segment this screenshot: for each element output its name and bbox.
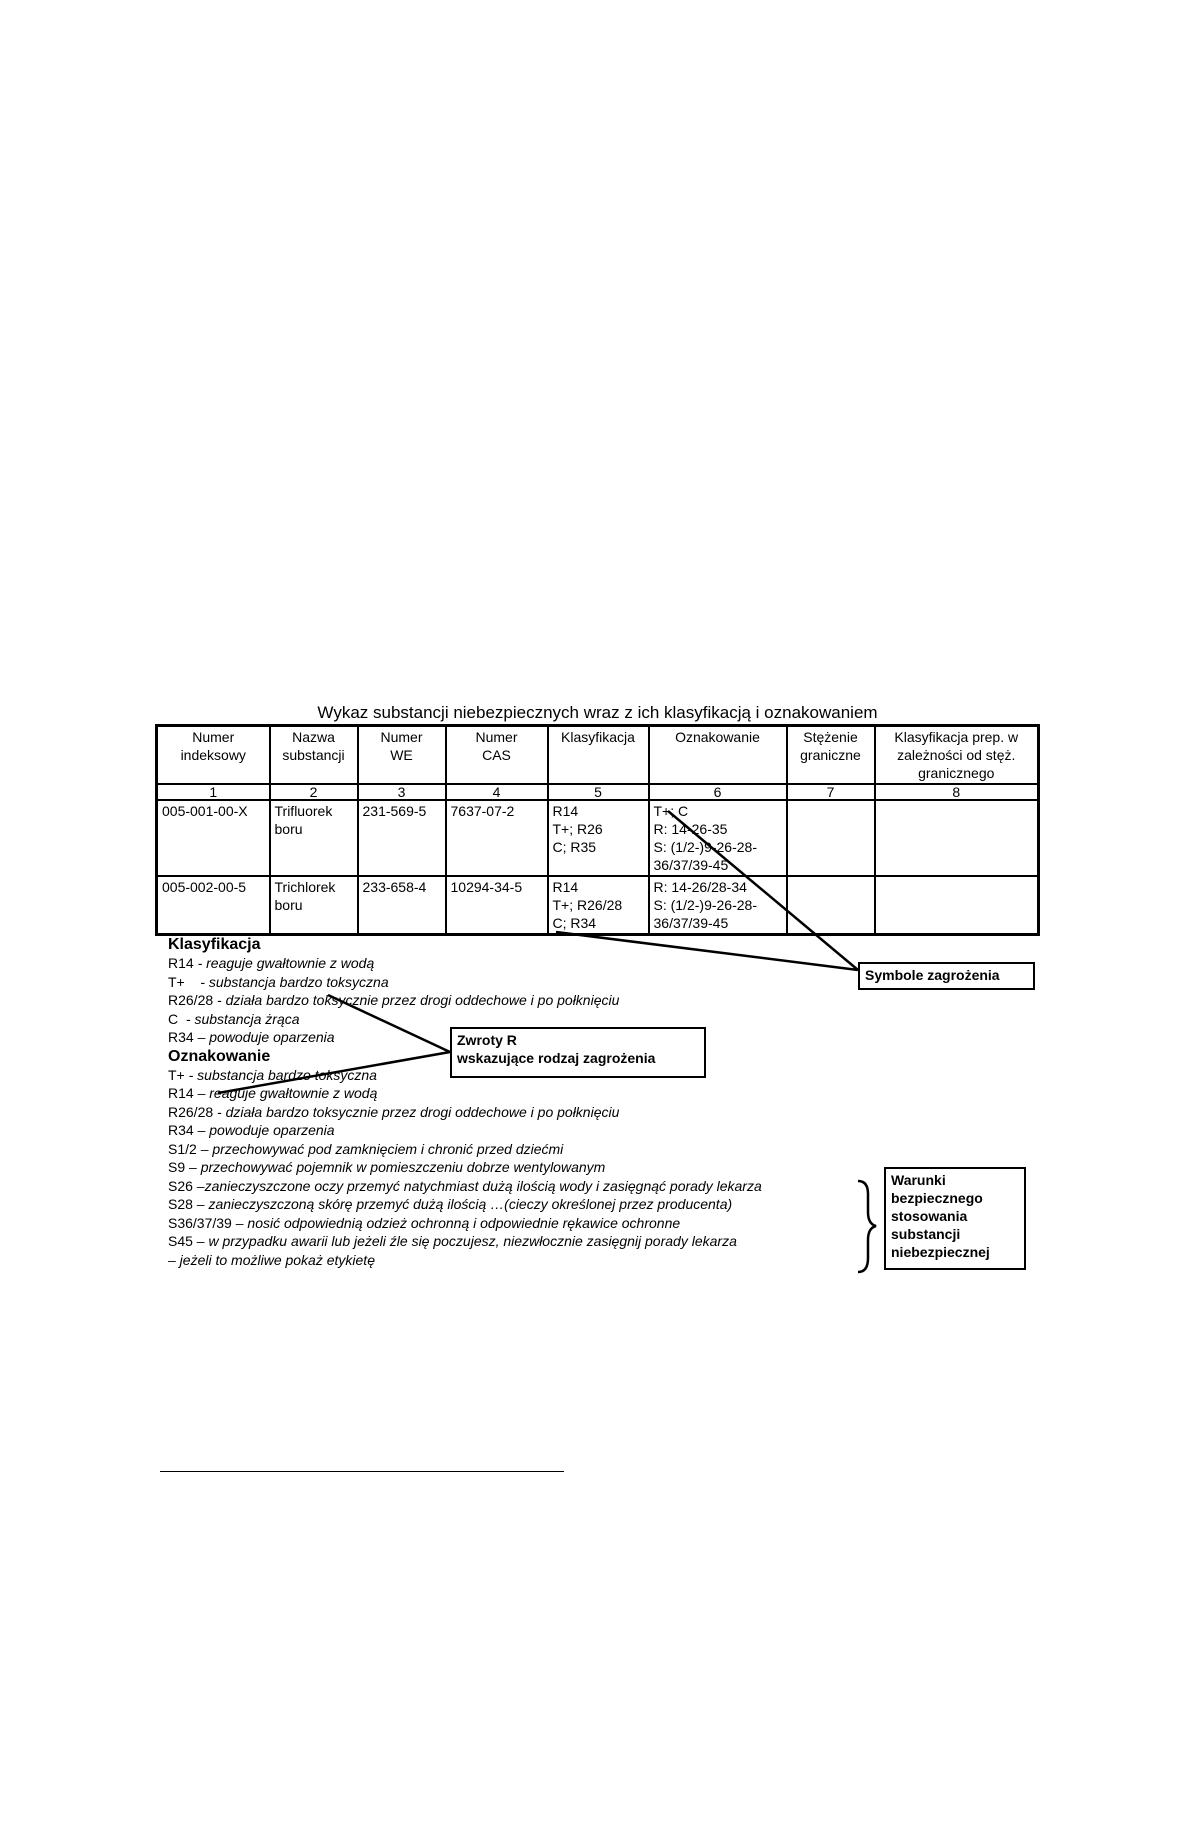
column-number: 7 bbox=[787, 784, 875, 800]
legend-line: R34 – powoduje oparzenia bbox=[168, 1029, 335, 1045]
header-klasyfikacja: Klasyfikacja bbox=[548, 726, 649, 785]
header-klasyfikacja-prep: Klasyfikacja prep. w zależności od stęż. granicznego bbox=[875, 726, 1039, 785]
legend-line: S28 – zanieczyszczoną skórę przemyć dużą ilością …(cieczy określonej przez producenta) bbox=[168, 1196, 733, 1212]
legend-line: S36/37/39 – nosić odpowiednią odzież ochronną i odpowiednie rękawice ochronne bbox=[168, 1214, 681, 1231]
callout-zwroty-r: Zwroty R wskazujące rodzaj zagrożenia bbox=[450, 1027, 706, 1078]
legend-line: S1/2 – przechowywać pod zamknięciem i chronić przed dziećmi bbox=[168, 1140, 564, 1157]
column-number: 6 bbox=[649, 784, 787, 800]
cell-name: Trifluorek boru bbox=[270, 800, 358, 876]
arrow-line bbox=[218, 1052, 450, 1093]
column-number: 5 bbox=[548, 784, 649, 800]
legend-line: – jeżeli to możliwe pokaż etykietę bbox=[168, 1251, 375, 1268]
cell-name: Trichlorek boru bbox=[270, 876, 358, 935]
arrow-line bbox=[328, 995, 450, 1052]
column-number: 2 bbox=[270, 784, 358, 800]
header-numer-cas: Numer CAS bbox=[446, 726, 548, 785]
header-stezenie-graniczne: Stężenie graniczne bbox=[787, 726, 875, 785]
header-oznakowanie: Oznakowanie bbox=[649, 726, 787, 785]
callout-symbole-zagrozenia: Symbole zagrożenia bbox=[858, 962, 1035, 990]
legend-line: C - substancja żrąca bbox=[168, 1010, 300, 1027]
legend-line: S45 – w przypadku awarii lub jeżeli źle się poczujesz, niezwłocznie zasięgnij porady lekarza bbox=[168, 1233, 737, 1249]
legend-line: R26/28 - działa bardzo toksycznie przez drogi oddechowe i po połknięciu bbox=[168, 1103, 620, 1120]
legend-line: S26 –zanieczyszczone oczy przemyć natychmiast dużą ilością wody i zasięgnąć porady lekarza bbox=[168, 1177, 762, 1194]
legend-line: R14 – reaguje gwałtownie z wodą bbox=[168, 1085, 378, 1101]
column-number: 1 bbox=[157, 784, 270, 800]
legend-line: R34 – powoduje oparzenia bbox=[168, 1122, 335, 1138]
column-number: 4 bbox=[446, 784, 548, 800]
legend-line: S9 – przechowywać pojemnik w pomieszczeniu dobrze wentylowanym bbox=[168, 1159, 606, 1175]
arrow-line bbox=[668, 811, 858, 970]
table-title: Wykaz substancji niebezpiecznych wraz z ich klasyfikacją i oznakowaniem bbox=[317, 703, 878, 722]
cell-oznakowanie: R: 14-26/28-34 S: (1/2-)9-26-28- 36/37/39-45 bbox=[649, 876, 787, 935]
footnote-separator bbox=[160, 1471, 564, 1472]
column-number: 3 bbox=[358, 784, 446, 800]
header-numer-indeksowy: Numer indeksowy bbox=[157, 726, 270, 785]
cell-klasyfikacja: R14 T+; R26 C; R35 bbox=[548, 800, 649, 876]
oznakowanie-heading: Oznakowanie bbox=[168, 1047, 271, 1065]
klasyfikacja-heading: Klasyfikacja bbox=[168, 936, 261, 953]
cell-we: 233-658-4 bbox=[358, 876, 446, 935]
legend-line: R14 - reaguje gwałtownie z wodą bbox=[168, 955, 375, 971]
callout-warunki-bezpiecznego-stosowania: Warunki bezpiecznego stosowania substancji niebezpiecznej bbox=[884, 1167, 1026, 1270]
cell-index: 005-001-00-X bbox=[157, 800, 270, 876]
curly-brace bbox=[858, 1181, 876, 1272]
cell-oznakowanie: T+; C R: 14-26-35 S: (1/2-)9-26-28- 36/37/39-45 bbox=[649, 800, 787, 876]
arrow-line bbox=[556, 932, 858, 970]
legend-line: R26/28 - działa bardzo toksycznie przez drogi oddechowe i po połknięciu bbox=[168, 992, 620, 1008]
header-numer-we: Numer WE bbox=[358, 726, 446, 785]
cell-cas: 10294-34-5 bbox=[446, 876, 548, 935]
legend-line: T+ - substancja bardzo toksyczna bbox=[168, 1066, 377, 1083]
cell-klasyfikacja: R14 T+; R26/28 C; R34 bbox=[548, 876, 649, 935]
cell-index: 005-002-00-5 bbox=[157, 876, 270, 935]
cell-we: 231-569-5 bbox=[358, 800, 446, 876]
column-number: 8 bbox=[875, 784, 1039, 800]
legend-line: T+ - substancja bardzo toksyczna bbox=[168, 973, 389, 990]
cell-cas: 7637-07-2 bbox=[446, 800, 548, 876]
header-nazwa-substancji: Nazwa substancji bbox=[270, 726, 358, 785]
